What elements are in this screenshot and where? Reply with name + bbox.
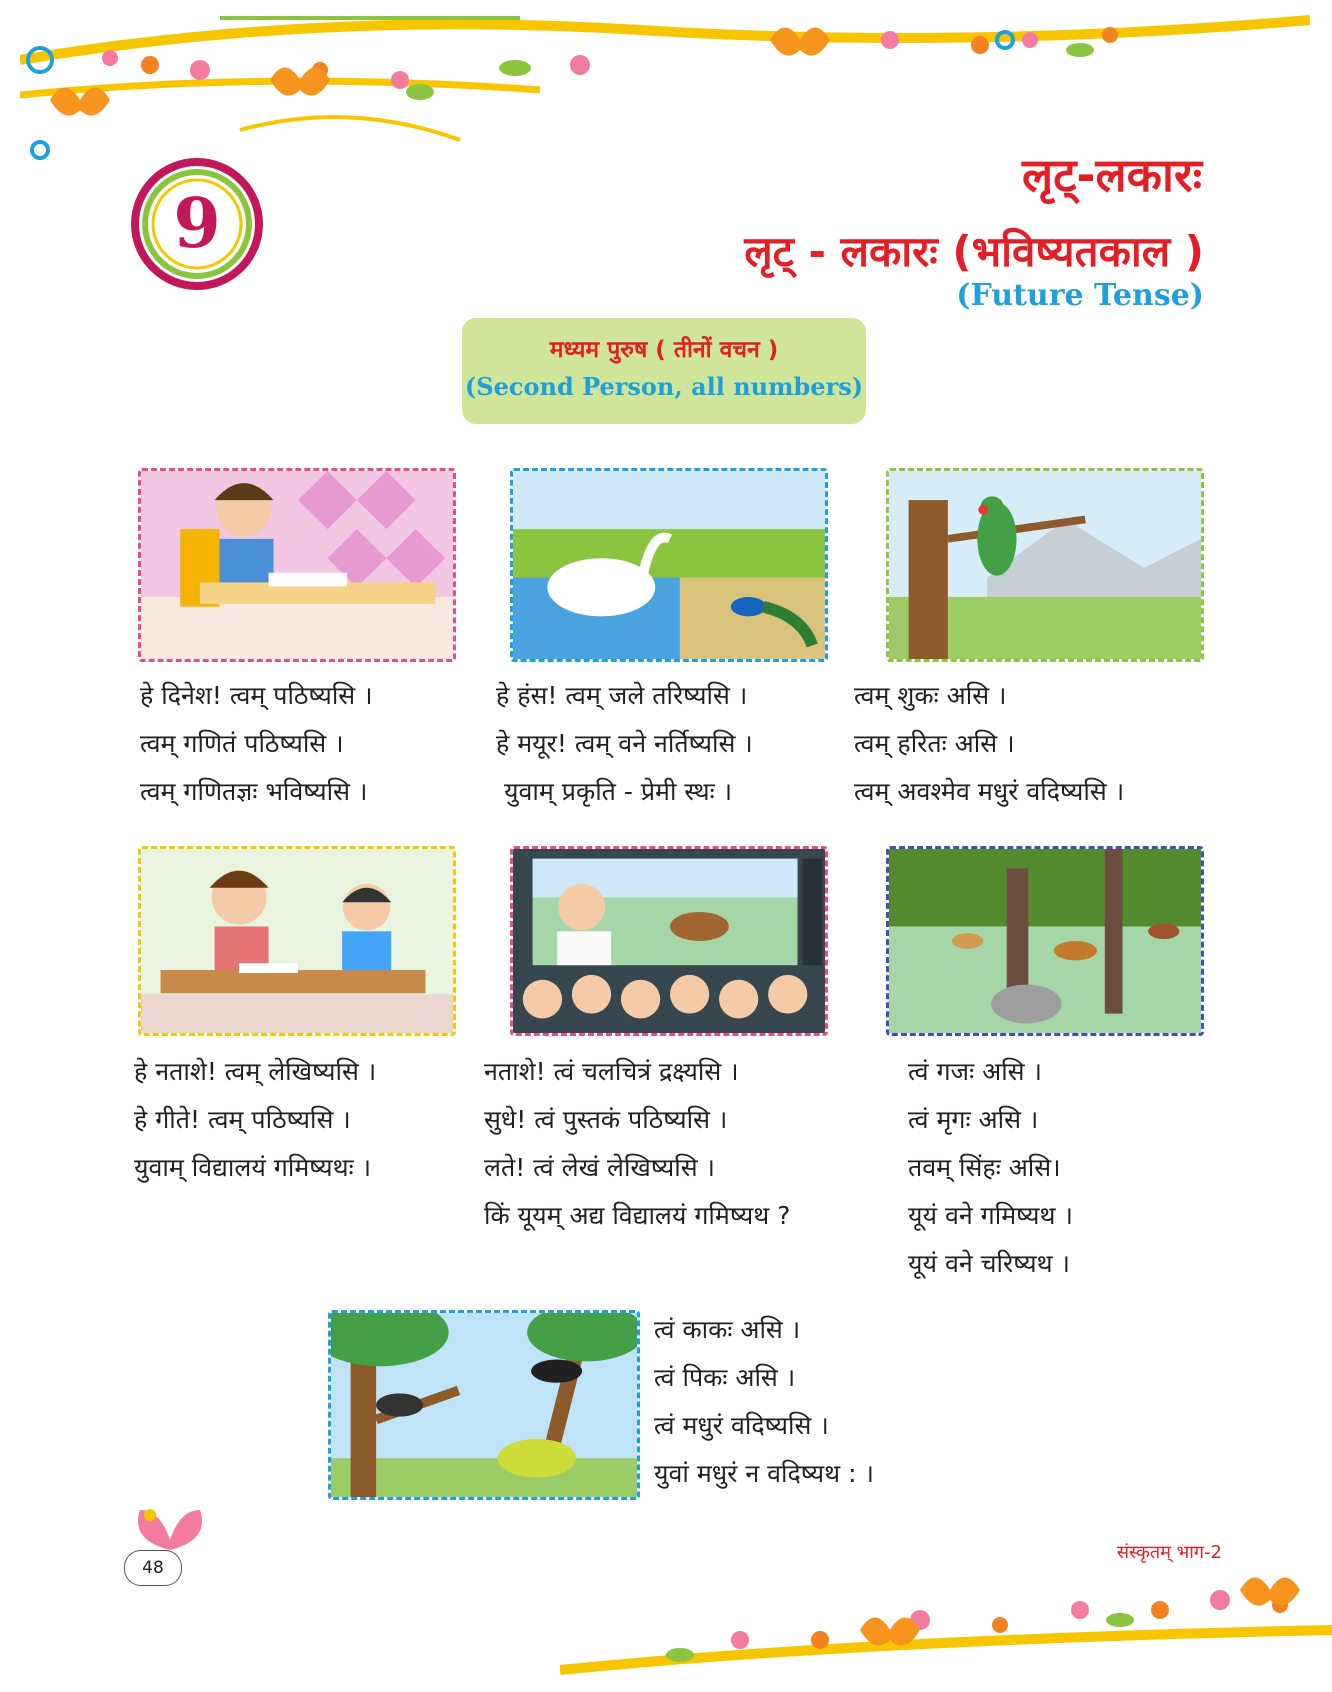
chapter-title: लृट्-लकारः bbox=[1022, 148, 1202, 202]
illustration-parrot bbox=[886, 468, 1204, 662]
text-line: हे हंस! त्वम् जले तरिष्यसि । bbox=[496, 681, 748, 710]
text-block-boy bbox=[140, 672, 373, 816]
text-line: त्वं पिकः असि । bbox=[654, 1363, 796, 1392]
chapter-subtitle: लृट् - लकारः (भविष्यतकाल ) bbox=[744, 227, 1204, 276]
text-line: युवाम् प्रकृति - प्रेमी स्थः । bbox=[504, 777, 733, 806]
chapter-badge bbox=[128, 155, 266, 293]
text-line: त्वम् गणितज्ञः भविष्यसि । bbox=[140, 777, 368, 806]
illustration-forest-animals bbox=[886, 846, 1204, 1036]
text-block-crow bbox=[654, 1306, 874, 1498]
text-line: युवाम् विद्यालयं गमिष्यथः । bbox=[134, 1153, 372, 1182]
text-line: किं यूयम् अद्य विद्यालयं गमिष्यथ ? bbox=[484, 1201, 791, 1230]
text-line: लते! त्वं लेखं लेखिष्यसि । bbox=[484, 1153, 716, 1182]
chapter-english-title: (Future Tense) bbox=[956, 278, 1204, 313]
text-line: हे मयूर! त्वम् वने नर्तिष्यसि । bbox=[496, 729, 753, 758]
illustration-boy-reading bbox=[138, 468, 456, 662]
illustration-cinema bbox=[510, 846, 828, 1036]
text-line: त्वम् हरितः असि । bbox=[854, 729, 1015, 758]
page-number: 48 bbox=[124, 1550, 182, 1586]
text-line: त्वं मृगः असि । bbox=[908, 1105, 1039, 1134]
text-block-cinema bbox=[484, 1048, 790, 1240]
info-english: (Second Person, all numbers) bbox=[464, 372, 864, 401]
text-line: हे दिनेश! त्वम् पठिष्यसि । bbox=[140, 681, 373, 710]
text-block-forest bbox=[908, 1048, 1073, 1288]
text-block-swan bbox=[496, 672, 753, 816]
text-line: त्वम् शुकः असि । bbox=[854, 681, 1007, 710]
text-line: त्वं मधुरं वदिष्यसि । bbox=[654, 1411, 829, 1440]
illustration-crow-cuckoo bbox=[328, 1310, 640, 1500]
bottom-floral-border bbox=[560, 1570, 1332, 1692]
chapter-number: 9 bbox=[173, 184, 221, 264]
text-line: तवम् सिंहः असि। bbox=[908, 1153, 1061, 1182]
text-line: यूयं वने चरिष्यथ । bbox=[908, 1249, 1071, 1278]
book-title: संस्कृतम् भाग-2 bbox=[1116, 1542, 1222, 1563]
info-hindi: मध्यम पुरुष ( तीनों वचन ) bbox=[549, 337, 779, 363]
text-line: त्वं गजः असि । bbox=[908, 1057, 1042, 1086]
illustration-girls-writing bbox=[138, 846, 456, 1036]
text-line: नताशे! त्वं चलचित्रं द्रक्ष्यसि । bbox=[484, 1057, 739, 1086]
text-line: युवां मधुरं न वदिष्यथ : । bbox=[654, 1459, 874, 1488]
text-block-parrot bbox=[854, 672, 1124, 816]
text-line: त्वम् अवश्मेव मधुरं वदिष्यसि । bbox=[854, 777, 1125, 806]
illustration-swan-peacock bbox=[510, 468, 828, 662]
text-line: सुधे! त्वं पुस्तकं पठिष्यसि । bbox=[484, 1105, 728, 1134]
person-info-box bbox=[462, 318, 866, 424]
text-block-girls bbox=[134, 1048, 376, 1192]
text-line: हे नताशे! त्वम् लेखिष्यसि । bbox=[134, 1057, 377, 1086]
text-line: हे गीते! त्वम् पठिष्यसि । bbox=[134, 1105, 351, 1134]
text-line: त्वं काकः असि । bbox=[654, 1315, 801, 1344]
text-line: यूयं वने गमिष्यथ । bbox=[908, 1201, 1073, 1230]
text-line: त्वम् गणितं पठिष्यसि । bbox=[140, 729, 344, 758]
